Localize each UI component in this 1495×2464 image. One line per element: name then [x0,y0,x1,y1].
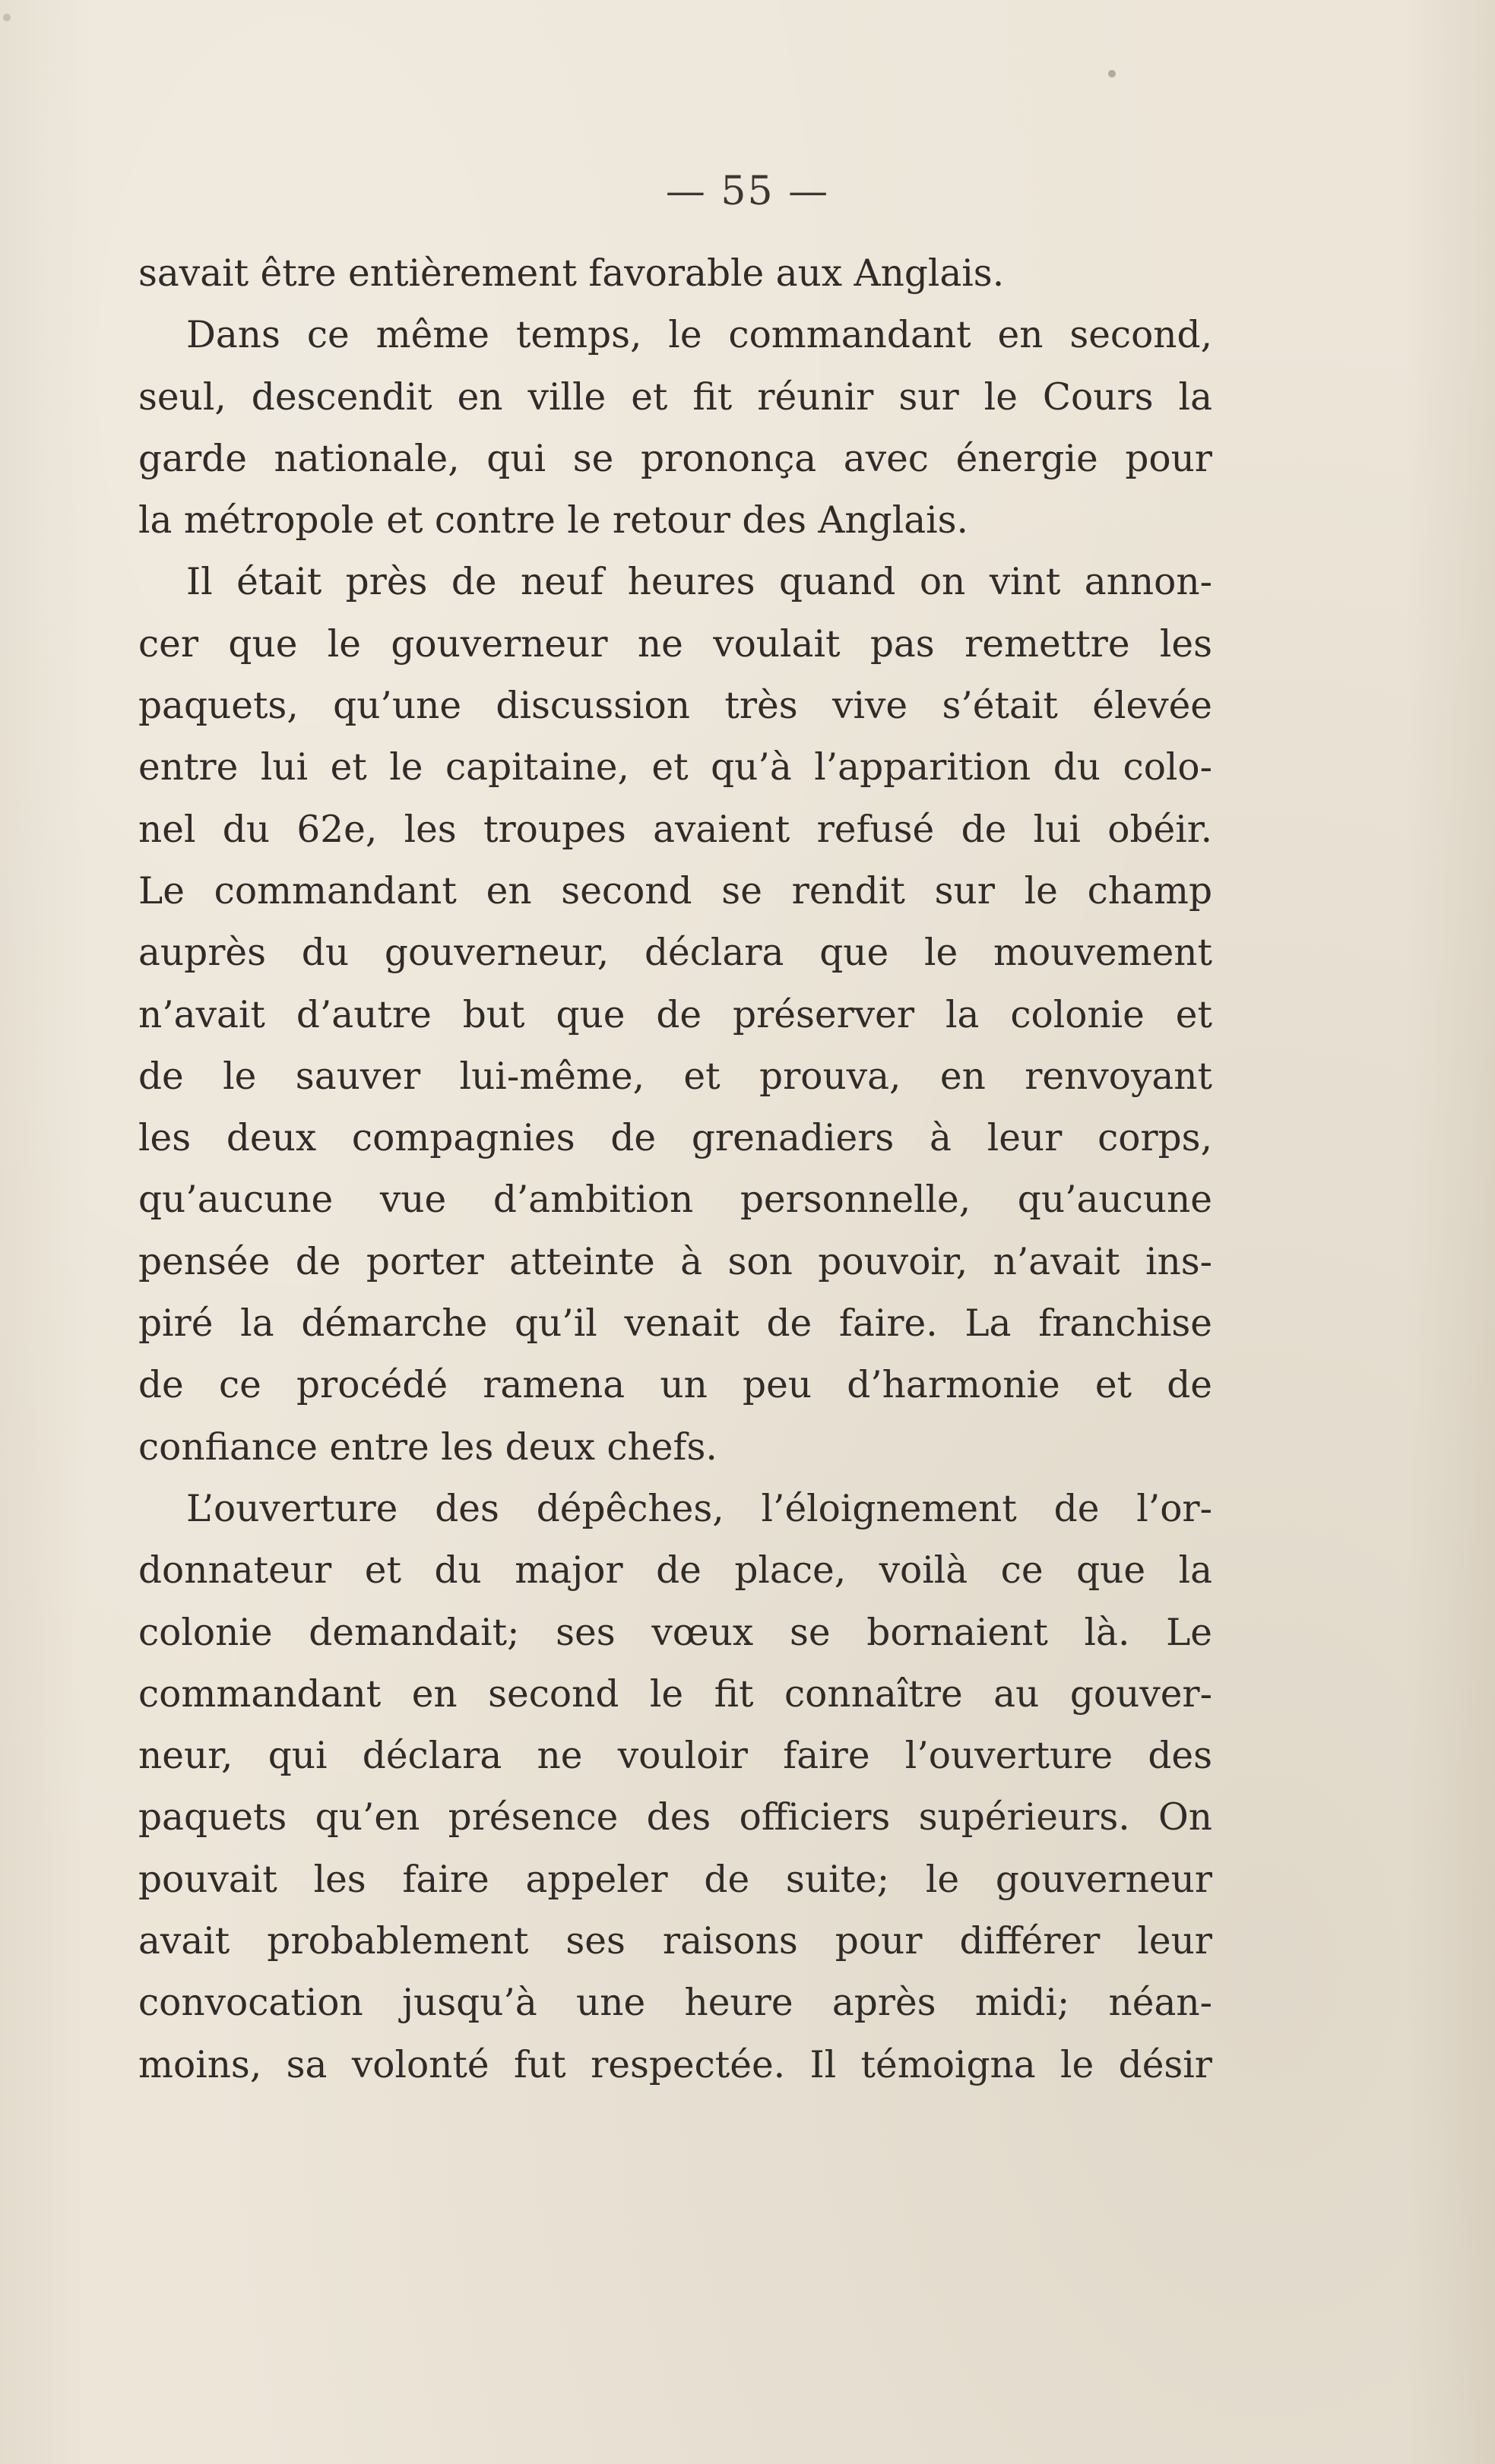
text-line: moins, sa volonté fut respectée. Il témoigna le désir [138,2043,1212,2086]
text-line: avait probablement ses raisons pour différer leur [138,1920,1212,1963]
body-text [138,243,1212,2096]
ink-speck [1108,70,1116,77]
text-line: confiance entre les deux chefs. [138,1425,717,1469]
text-line: cer que le gouverneur ne voulait pas remettre les [138,622,1212,666]
text-line: les deux compagnies de grenadiers à leur corps, [138,1117,1212,1160]
text-line: paquets qu’en présence des officiers supérieurs. On [138,1796,1212,1839]
text-line: seul, descendit en ville et fit réunir sur le Cours la [138,375,1212,419]
text-line: pensée de porter atteinte à son pouvoir, n’avait ins- [138,1240,1212,1283]
text-line: garde nationale, qui se prononça avec énergie pour [138,437,1212,480]
text-line: L’ouverture des dépêches, l’éloignement de l’or- [186,1487,1212,1530]
text-line: convocation jusqu’à une heure après midi; néan- [138,1982,1212,2025]
text-line: entre lui et le capitaine, et qu’à l’apparition du colo- [138,746,1212,789]
text-line: n’avait d’autre but que de préserver la colonie et [138,993,1212,1036]
text-line: de le sauver lui-même, et prouva, en renvoyant [138,1055,1212,1098]
text-line: neur, qui déclara ne vouloir faire l’ouverture des [138,1735,1212,1778]
text-line: qu’aucune vue d’ambition personnelle, qu’aucune [138,1178,1212,1222]
text-line: savait être entièrement favorable aux Anglais. [138,252,1005,295]
text-line: piré la démarche qu’il venait de faire. La franchise [138,1302,1212,1346]
page-number: — 55 — [665,169,830,214]
text-line: la métropole et contre le retour des Anglais. [138,499,968,542]
text-line: commandant en second le fit connaître au gouver- [138,1672,1212,1716]
text-line: donnateur et du major de place, voilà ce que la [138,1549,1212,1593]
text-line: auprès du gouverneur, déclara que le mouvement [138,932,1212,975]
text-line: paquets, qu’une discussion très vive s’était élevée [138,685,1212,728]
text-line: nel du 62e, les troupes avaient refusé de lui obéir. [138,808,1212,851]
text-line: colonie demandait; ses vœux se bornaient là. Le [138,1611,1212,1654]
text-line: de ce procédé ramena un peu d’harmonie et de [138,1364,1212,1407]
text-line: Il était près de neuf heures quand on vint annon- [186,561,1212,604]
ink-speck [3,14,11,21]
text-line: pouvait les faire appeler de suite; le gouverneur [138,1858,1212,1901]
text-line: Dans ce même temps, le commandant en second, [186,314,1212,357]
text-line: Le commandant en second se rendit sur le champ [138,869,1212,913]
